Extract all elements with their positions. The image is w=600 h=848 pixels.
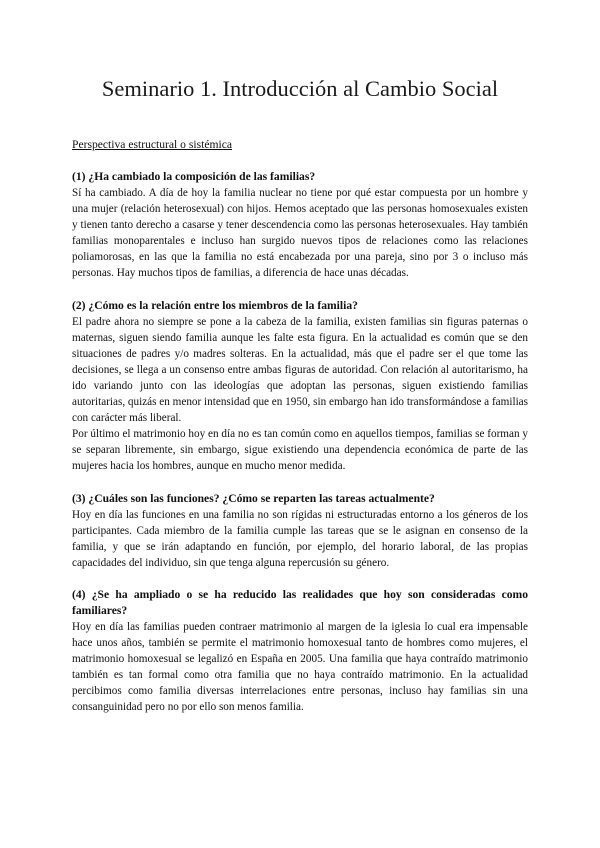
question-heading: (2) ¿Cómo es la relación entre los miembros de la familia? bbox=[72, 298, 358, 312]
section-heading-perspective: Perspectiva estructural o sistémica bbox=[72, 138, 233, 151]
answer-paragraph: El padre ahora no siempre se pone a la cabeza de la familia, existen familias sin figuras paternas o maternas, siguen siendo familia aunque les falte esta figura. En la actualidad es común que se den situaciones de padres y/o madres solteras. En la actualidad, más que el padre ser el que tome las decisiones, se llega a un consenso entre ambas figuras de autoridad. Con relación al autoritarismo, ha ido variando junto con las ideologías que adoptan las personas, siguen existiendo familias autoritarias, quizás en menor intensidad que en 1950, sin embargo han ido transformándose a familias con carácter más liberal. bbox=[72, 315, 528, 425]
question-section-3 bbox=[72, 491, 528, 571]
answer-paragraph: Hoy en día las funciones en una familia no son rígidas ni estructuradas entorno a los géneros de los participantes. Cada miembro de la familia cumple las tareas que se le asignan en consenso de la familia, y que se irán adaptando en función, por ejemplo, del horario laboral, de las propias capacidades del individuo, sin que tenga alguna repercusión su género. bbox=[72, 508, 528, 569]
question-heading: (3) ¿Cuáles son las funciones? ¿Cómo se reparten las tareas actualmente? bbox=[72, 491, 435, 505]
answer-paragraph: Sí ha cambiado. A día de hoy la familia nuclear no tiene por qué estar compuesta por un hombre y una mujer (relación heterosexual) con hijos. Hemos aceptado que las personas homosexuales existen y tienen tanto derecho a casarse y tener descendencia como las personas heterosexuales. Hay también familias monoparentales e incluso han surgido nuevos tipos de relaciones como las relaciones poliamorosas, en las que la familia no está encabezada por una pareja, sino por 3 o incluso más personas. Hay muchos tipos de familias, a diferencia de hace unas décadas. bbox=[72, 187, 528, 280]
question-section-1 bbox=[72, 169, 528, 282]
document-page bbox=[72, 72, 528, 715]
document-title: Seminario 1. Introducción al Cambio Social bbox=[101, 76, 499, 101]
question-heading: (1) ¿Ha cambiado la composición de las familias? bbox=[72, 170, 316, 183]
question-heading: (4) ¿Se ha ampliado o se ha reducido las realidades que hoy son consideradas como familiares? bbox=[72, 587, 528, 617]
answer-paragraph: Hoy en día las familias pueden contraer matrimonio al margen de la iglesia lo cual era impensable hace unos años, también se permite el matrimonio homoxesual tanto de hombres como mujeres, el matrimonio homoxesual se legalizó en España en 2005. Una familia que haya contraído matrimonio también es tan formal como otra familia que no haya contraído matrimonio. En la actualidad percibimos como familia diversas interrelaciones entre personas, incluso hay familias sin una consanguinidad pero no por ello son menos familia. bbox=[72, 620, 528, 714]
question-section-2 bbox=[72, 298, 528, 475]
question-section-4 bbox=[72, 587, 528, 716]
answer-paragraph: Por último el matrimonio hoy en día no es tan común como en aquellos tiempos, familias se forman y se separan libremente, sin embargo, sigue existiendo una dependencia económica de parte de las mujeres hacia los hombres, aunque en mucho menor medida. bbox=[72, 428, 528, 473]
